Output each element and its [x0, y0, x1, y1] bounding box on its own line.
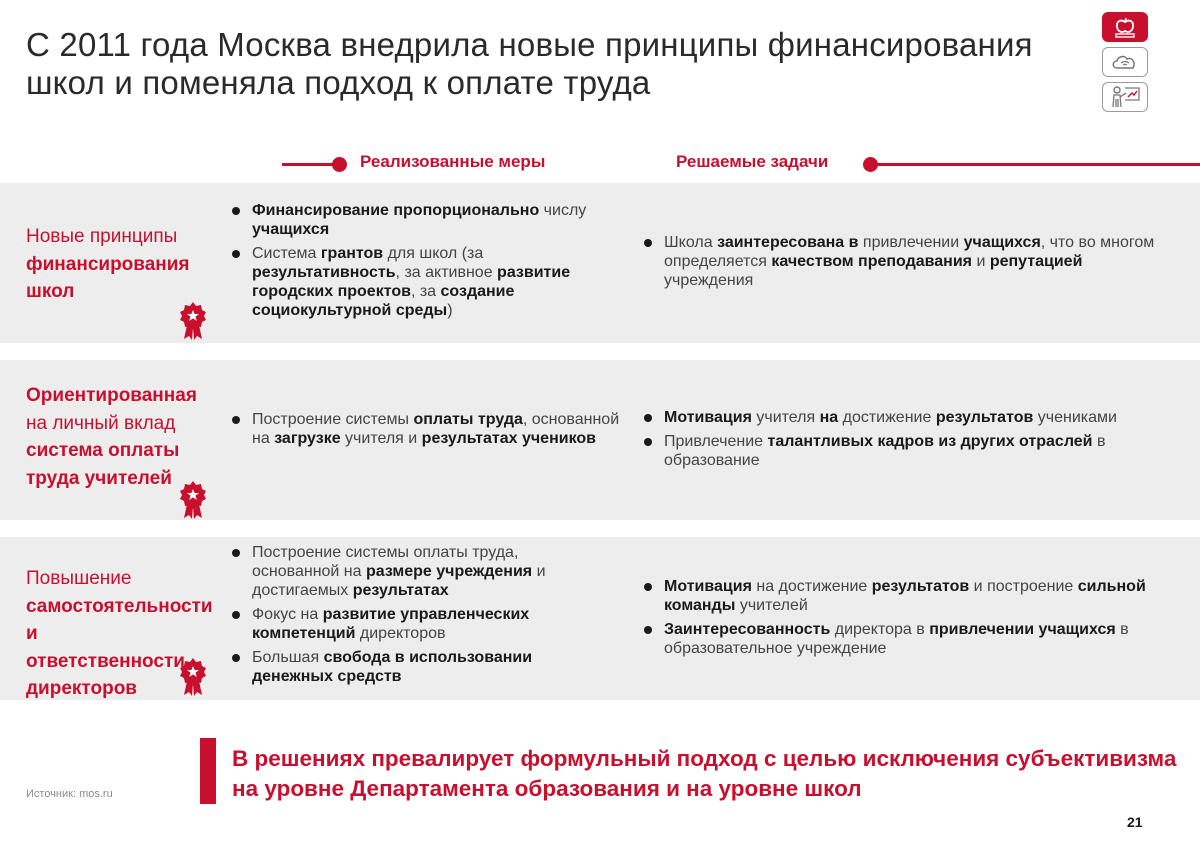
- award-badge-icon: [178, 480, 208, 520]
- row-label: Ориентированная на личный вклад система оплаты труда учителей: [26, 385, 197, 489]
- row-label: Повышение самостоятельности и ответственности директоров: [26, 568, 213, 699]
- measures-list: [230, 410, 630, 453]
- conclusion-accent-bar: [200, 738, 216, 804]
- page-title: С 2011 года Москва внедрила новые принципы финансирования школ и поменяла подход к оплате труда: [26, 26, 1033, 101]
- measure-item: Фокус на развитие управленческих компетенций директоров: [230, 605, 610, 643]
- task-item: Мотивация на достижение результатов и построение сильной команды учителей: [642, 577, 1162, 615]
- task-item: Школа заинтересована в привлечении учащихся, что во многом определяется качеством преподавания и репутацией учреждения: [642, 233, 1162, 290]
- row-director-autonomy: [0, 537, 1200, 700]
- section-icons: [1102, 12, 1150, 117]
- page-number: 21: [1127, 814, 1143, 830]
- tasks-list: [642, 408, 1162, 475]
- award-badge-icon: [178, 657, 208, 697]
- measures-header-dot: [332, 157, 347, 172]
- task-item: Мотивация учителя на достижение результатов учениками: [642, 408, 1162, 427]
- measures-list: [230, 543, 610, 691]
- tasks-column-header: Решаемые задачи: [676, 152, 829, 171]
- measure-item: Построение системы оплаты труда, основанной на загрузке учителя и результатах учеников: [230, 410, 630, 448]
- tasks-list: [642, 577, 1162, 663]
- teacher-board-icon[interactable]: [1102, 82, 1148, 112]
- measures-column-header: Реализованные меры: [360, 152, 546, 171]
- measure-item: Финансирование пропорционально числу учащихся: [230, 201, 630, 239]
- tasks-list: [642, 233, 1162, 295]
- measure-item: Построение системы оплаты труда, основанной на размере учреждения и достигаемых результатах: [230, 543, 610, 600]
- cloud-wifi-icon[interactable]: [1102, 47, 1148, 77]
- task-item: Привлечение талантливых кадров из других отраслей в образование: [642, 432, 1162, 470]
- measures-list: [230, 201, 630, 325]
- row-teacher-pay: [0, 360, 1200, 520]
- measure-item: Система грантов для школ (за результативность, за активное развитие городских проектов, за создание социокультурной среды): [230, 244, 630, 320]
- award-badge-icon: [178, 301, 208, 341]
- tasks-header-line: [872, 163, 1200, 166]
- measure-item: Большая свобода в использовании денежных средств: [230, 648, 610, 686]
- row-label: Новые принципы финансирования школ: [26, 226, 190, 302]
- row-financing-principles: [0, 183, 1200, 343]
- conclusion-text: В решениях превалирует формульный подход с целью исключения субъективизма на уровне Департамента образования и на уровне школ: [232, 746, 1177, 801]
- source-note: Источник: mos.ru: [26, 788, 113, 800]
- task-item: Заинтересованность директора в привлечении учащихся в образовательное учреждение: [642, 620, 1162, 658]
- apple-books-icon[interactable]: [1102, 12, 1148, 42]
